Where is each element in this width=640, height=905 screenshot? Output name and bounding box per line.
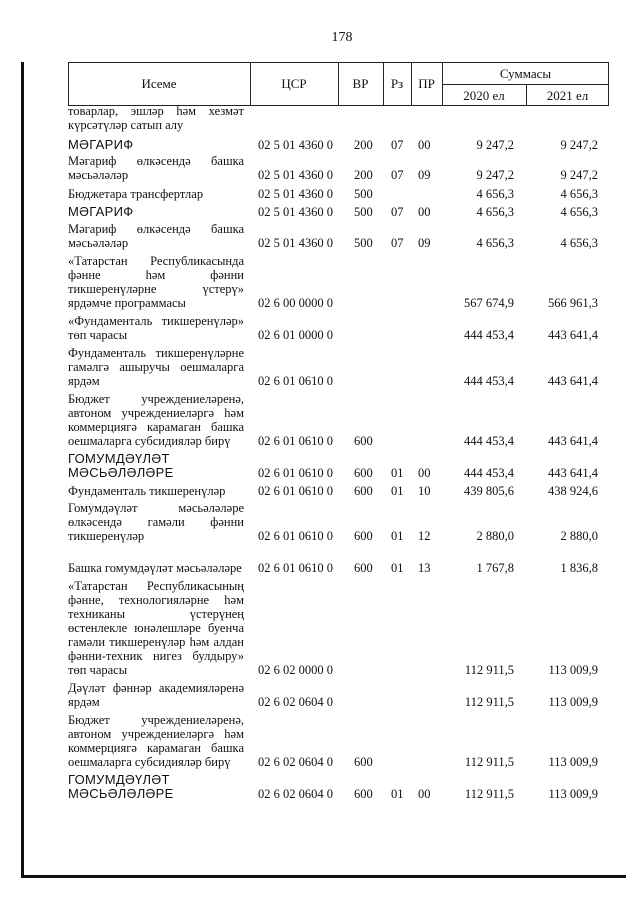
- row-name: Мәгариф өлкәсендә башка мәсьәләләр: [68, 154, 244, 182]
- row-pr: 00: [418, 138, 431, 152]
- row-sum-2021: 438 924,6: [548, 484, 598, 498]
- header-rz: Рз: [390, 76, 404, 91]
- row-csr: 02 6 01 0610 0: [258, 529, 333, 543]
- row-sum-2021: 566 961,3: [548, 296, 598, 310]
- header-vr: ВР: [352, 76, 369, 91]
- table-row: [68, 501, 608, 543]
- table-row: [68, 186, 608, 201]
- row-rz: 07: [391, 138, 404, 152]
- table-row: [68, 452, 608, 480]
- row-csr: 02 6 00 0000 0: [258, 296, 333, 310]
- row-csr: 02 5 01 4360 0: [258, 205, 333, 219]
- row-sum-2020: 1 767,8: [476, 561, 514, 575]
- row-name: товарлар, эшләр һәм хезмәт күрсәтүләр сатып алу: [68, 104, 244, 132]
- row-csr: 02 6 01 0610 0: [258, 374, 333, 388]
- table-row: [68, 392, 608, 448]
- page-margin-line: [21, 62, 24, 877]
- row-sum-2020: 112 911,5: [464, 787, 514, 801]
- row-vr: 500: [354, 236, 373, 250]
- row-rz: 01: [391, 466, 404, 480]
- row-rz: 07: [391, 236, 404, 250]
- row-sum-2020: 4 656,3: [476, 236, 514, 250]
- row-vr: 600: [354, 466, 373, 480]
- table-row: [68, 773, 608, 801]
- row-vr: 600: [354, 755, 373, 769]
- row-name: Фундаменталь тикшеренүләр: [68, 484, 226, 498]
- row-vr: 600: [354, 434, 373, 448]
- table-row: [68, 314, 608, 342]
- table-row: [68, 203, 608, 219]
- row-sum-2020: 444 453,4: [464, 466, 514, 480]
- row-csr: 02 6 01 0000 0: [258, 328, 333, 342]
- row-sum-2020: 9 247,2: [476, 168, 514, 182]
- row-pr: 09: [418, 168, 431, 182]
- row-sum-2021: 113 009,9: [548, 695, 598, 709]
- row-pr: 00: [418, 466, 431, 480]
- row-rz: 07: [391, 168, 404, 182]
- row-pr: 00: [418, 205, 431, 219]
- row-sum-2020: 567 674,9: [464, 296, 514, 310]
- row-name: «Татарстан Республикасының фәнне, технологияләрне һәм техниканы үстерүнең өстенлекле юнәлешләре буенча гамәли тикшеренүләр һәм алдан фәнни-техник нигез булдыру» төп чарасы: [68, 579, 244, 677]
- row-vr: 200: [354, 168, 373, 182]
- row-name: Фундаменталь тикшеренүләрне гамәлгә ашыручы оешмаларга ярдәм: [68, 346, 244, 388]
- row-sum-2020: 112 911,5: [464, 695, 514, 709]
- table-row: [68, 681, 608, 709]
- table-row: [68, 482, 608, 498]
- header-year-2020: 2020 ел: [463, 88, 505, 103]
- row-pr: 12: [418, 529, 431, 543]
- row-sum-2020: 9 247,2: [476, 138, 514, 152]
- row-sum-2020: 4 656,3: [476, 205, 514, 219]
- row-sum-2021: 443 641,4: [548, 466, 598, 480]
- row-name: Гомумдәүләт мәсьәләләре өлкәсендә гамәли фәнни тикшеренүләр: [68, 501, 244, 543]
- row-name: «Татарстан Республикасында фәнне һәм фәнни тикшеренүләрне үстерү» ярдәмче программасы: [68, 254, 244, 310]
- row-csr: 02 6 01 0610 0: [258, 466, 333, 480]
- row-pr: 09: [418, 236, 431, 250]
- page-number: 178: [331, 30, 353, 45]
- row-sum-2020: 2 880,0: [476, 529, 514, 543]
- row-csr: 02 6 02 0604 0: [258, 695, 333, 709]
- row-csr: 02 5 01 4360 0: [258, 168, 333, 182]
- table-row: [68, 547, 608, 575]
- header-sums: Суммасы: [499, 66, 552, 81]
- row-sum-2021: 443 641,4: [548, 328, 598, 342]
- row-csr: 02 6 01 0610 0: [258, 484, 333, 498]
- row-csr: 02 6 02 0604 0: [258, 787, 333, 801]
- row-name: МӘГАРИФ: [68, 204, 134, 219]
- row-vr: 600: [354, 529, 373, 543]
- row-rz: 01: [391, 561, 404, 575]
- table-row: [68, 222, 608, 250]
- row-sum-2020: 444 453,4: [464, 434, 514, 448]
- row-pr: 00: [418, 787, 431, 801]
- row-name: Бюджет учреждениеләренә, автоном учреждениеләргә һәм коммерциягә карамаган башка оешмаларга субсидияләр бирү: [68, 392, 244, 448]
- row-name: ГОМУМДӘҮЛӘТ МӘСЬӘЛӘЛӘРЕ: [68, 772, 174, 801]
- table-row: [68, 254, 608, 310]
- table-row: [68, 104, 608, 132]
- table-row: [68, 136, 608, 152]
- row-sum-2021: 4 656,3: [560, 205, 598, 219]
- header-name: Исеме: [141, 76, 177, 91]
- divider: [442, 84, 609, 85]
- row-name: Мәгариф өлкәсендә башка мәсьәләләр: [68, 222, 244, 250]
- row-vr: 600: [354, 484, 373, 498]
- table-row: [68, 154, 608, 182]
- row-rz: 01: [391, 787, 404, 801]
- table-row: [68, 579, 608, 677]
- row-name: «Фундаменталь тикшеренүләр» төп чарасы: [68, 314, 244, 342]
- row-sum-2021: 1 836,8: [560, 561, 598, 575]
- header-year-2021: 2021 ел: [546, 88, 589, 103]
- row-name: Бюджет учреждениеләренә, автоном учреждениеләргә һәм коммерциягә карамаган башка оешмаларга субсидияләр бирү: [68, 713, 244, 769]
- row-pr: 10: [418, 484, 431, 498]
- header-pr: ПР: [418, 76, 435, 91]
- row-sum-2021: 113 009,9: [548, 663, 598, 677]
- row-sum-2021: 9 247,2: [560, 168, 598, 182]
- row-sum-2021: 4 656,3: [560, 187, 598, 201]
- row-csr: 02 6 01 0610 0: [258, 561, 333, 575]
- row-sum-2020: 4 656,3: [476, 187, 514, 201]
- row-sum-2021: 9 247,2: [560, 138, 598, 152]
- row-csr: 02 6 01 0610 0: [258, 434, 333, 448]
- row-csr: 02 5 01 4360 0: [258, 138, 333, 152]
- row-sum-2021: 113 009,9: [548, 755, 598, 769]
- row-rz: 01: [391, 529, 404, 543]
- row-sum-2020: 439 805,6: [464, 484, 514, 498]
- row-name: Башка гомумдәүләт мәсьәләләре: [68, 561, 242, 575]
- row-name: ГОМУМДӘҮЛӘТ МӘСЬӘЛӘЛӘРЕ: [68, 451, 174, 480]
- row-csr: 02 5 01 4360 0: [258, 236, 333, 250]
- row-sum-2021: 443 641,4: [548, 374, 598, 388]
- row-sum-2021: 4 656,3: [560, 236, 598, 250]
- page-bottom-line: [21, 875, 626, 878]
- table-row: [68, 346, 608, 388]
- header-csr: ЦСР: [281, 76, 307, 91]
- row-sum-2020: 112 911,5: [464, 755, 514, 769]
- row-name: МӘГАРИФ: [68, 137, 134, 152]
- row-sum-2020: 444 453,4: [464, 374, 514, 388]
- row-csr: 02 6 02 0604 0: [258, 755, 333, 769]
- row-rz: 07: [391, 205, 404, 219]
- row-csr: 02 6 02 0000 0: [258, 663, 333, 677]
- row-sum-2021: 2 880,0: [560, 529, 598, 543]
- row-pr: 13: [418, 561, 431, 575]
- row-csr: 02 5 01 4360 0: [258, 187, 333, 201]
- row-sum-2020: 112 911,5: [464, 663, 514, 677]
- row-rz: 01: [391, 484, 404, 498]
- row-vr: 500: [354, 187, 373, 201]
- row-vr: 200: [354, 138, 373, 152]
- row-sum-2020: 444 453,4: [464, 328, 514, 342]
- row-sum-2021: 113 009,9: [548, 787, 598, 801]
- row-name: Дәүләт фәннәр академияләренә ярдәм: [68, 681, 244, 709]
- row-name: Бюджетара трансфертлар: [68, 187, 204, 201]
- row-sum-2021: 443 641,4: [548, 434, 598, 448]
- row-vr: 600: [354, 561, 373, 575]
- row-vr: 600: [354, 787, 373, 801]
- table-row: [68, 713, 608, 769]
- row-vr: 500: [354, 205, 373, 219]
